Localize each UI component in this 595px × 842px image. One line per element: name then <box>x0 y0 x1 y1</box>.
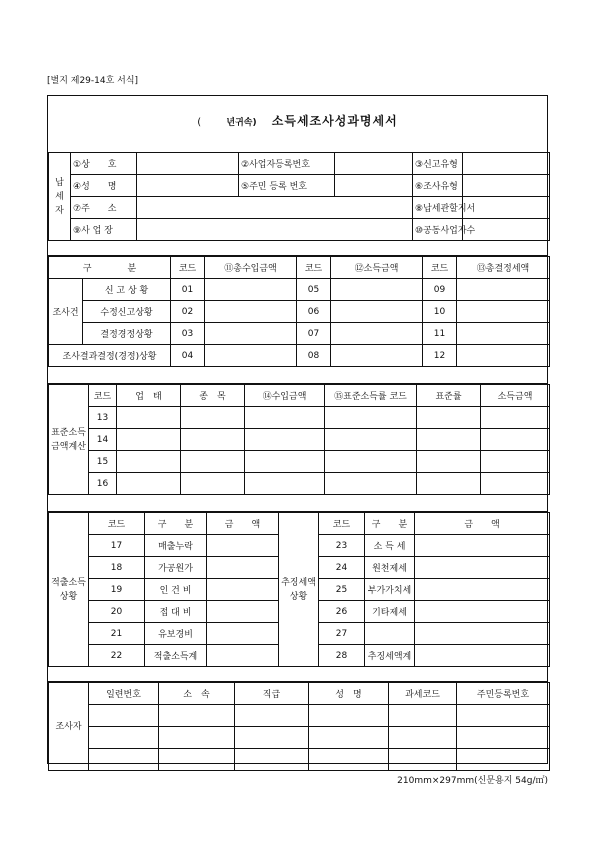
label-name: ④성 명 <box>71 175 137 197</box>
summary-row-label: 신 고 상 황 <box>83 279 171 301</box>
code-cell: 21 <box>89 623 145 645</box>
resident-no-field[interactable] <box>335 175 413 197</box>
found-row-label: 추징세액계 <box>365 645 415 667</box>
income-field[interactable] <box>481 451 550 473</box>
summary-header-total-tax: ⑬총결정세액 <box>457 257 550 279</box>
label-business-place: ⑨사 업 장 <box>71 219 137 241</box>
business-reg-no-field[interactable] <box>335 153 413 175</box>
title-year: 년귀속) <box>226 118 257 128</box>
code-cell: 20 <box>89 601 145 623</box>
joint-business-field[interactable] <box>463 219 550 241</box>
form-number: [별지 제29-14호 서식] <box>47 76 139 86</box>
amount-field[interactable] <box>415 557 550 579</box>
code-cell: 03 <box>171 323 205 345</box>
section-gap <box>48 494 547 512</box>
found-row-label: 인 건 비 <box>145 579 207 601</box>
standard-section-label: 표준소득금액계산 <box>49 385 89 495</box>
amount-field[interactable] <box>205 279 297 301</box>
code-cell: 12 <box>423 345 457 367</box>
found-header-amount: 금 액 <box>207 513 279 535</box>
tax-code-field[interactable] <box>389 705 457 727</box>
amount-field[interactable] <box>207 645 279 667</box>
summary-header-income: ⑫소득금액 <box>331 257 423 279</box>
amount-field[interactable] <box>415 601 550 623</box>
income-field[interactable] <box>481 429 550 451</box>
amount-field[interactable] <box>331 345 423 367</box>
investigator-header-affiliation: 소 속 <box>159 683 235 705</box>
label-audit-type: ⑥조사유형 <box>413 175 463 197</box>
rate-code-field[interactable] <box>325 429 417 451</box>
rate-code-field[interactable] <box>325 407 417 429</box>
found-header-category: 구 분 <box>365 513 415 535</box>
item-field[interactable] <box>181 407 245 429</box>
found-row-label: 매출누락 <box>145 535 207 557</box>
form-title <box>48 112 547 129</box>
found-row-label: 가공원가 <box>145 557 207 579</box>
code-cell: 11 <box>423 323 457 345</box>
code-cell: 09 <box>423 279 457 301</box>
code-cell: 28 <box>319 645 365 667</box>
code-cell: 02 <box>171 301 205 323</box>
amount-field[interactable] <box>207 579 279 601</box>
standard-header-item: 종 목 <box>181 385 245 407</box>
revenue-field[interactable] <box>245 473 325 495</box>
summary-group-label: 조사건 <box>49 279 83 345</box>
found-row-label: 적출소득계 <box>145 645 207 667</box>
rate-field[interactable] <box>417 473 481 495</box>
paper-spec-footer: 210mm×297mm(신문용지 54g/㎡) <box>397 776 548 786</box>
filing-type-field[interactable] <box>463 153 550 175</box>
amount-field[interactable] <box>415 645 550 667</box>
code-cell: 15 <box>89 451 117 473</box>
code-cell: 27 <box>319 623 365 645</box>
code-cell: 07 <box>297 323 331 345</box>
found-header-category: 구 분 <box>145 513 207 535</box>
found-row-label: 부가가치세 <box>365 579 415 601</box>
code-cell: 25 <box>319 579 365 601</box>
income-field[interactable] <box>481 473 550 495</box>
serial-field[interactable] <box>89 705 159 727</box>
amount-field[interactable] <box>331 279 423 301</box>
code-cell: 08 <box>297 345 331 367</box>
label-address: ⑦주 소 <box>71 197 137 219</box>
standard-header-rate-code: ⑮표준소득률 코드 <box>325 385 417 407</box>
revenue-field[interactable] <box>245 429 325 451</box>
label-resident-no: ⑤주민 등록 번호 <box>239 175 335 197</box>
label-joint-business: ⑩공동사업자수 <box>413 219 463 241</box>
summary-table <box>48 256 550 367</box>
address-field[interactable] <box>137 197 413 219</box>
standard-header-revenue: ⑭수입금액 <box>245 385 325 407</box>
investigator-section-label: 조사자 <box>49 683 89 771</box>
rate-field[interactable] <box>417 429 481 451</box>
affiliation-field[interactable] <box>159 705 235 727</box>
found-header-code: 코드 <box>319 513 365 535</box>
investigator-name-field[interactable] <box>309 749 389 771</box>
summary-row-label: 조사결과결정(경정)상황 <box>49 345 171 367</box>
summary-header-code: 코드 <box>297 257 331 279</box>
standard-header-income: 소득금액 <box>481 385 550 407</box>
code-cell: 22 <box>89 645 145 667</box>
investigator-header-tax-code: 과세코드 <box>389 683 457 705</box>
investigator-header-name: 성 명 <box>309 683 389 705</box>
investigator-name-field[interactable] <box>309 727 389 749</box>
investigator-header-resident-no: 주민등록번호 <box>457 683 550 705</box>
amount-field[interactable] <box>205 301 297 323</box>
rate-code-field[interactable] <box>325 451 417 473</box>
amount-field[interactable] <box>207 535 279 557</box>
found-row-label: 기타제세 <box>365 601 415 623</box>
investigator-header-serial: 일련번호 <box>89 683 159 705</box>
code-cell: 04 <box>171 345 205 367</box>
summary-row-label: 수정신고상황 <box>83 301 171 323</box>
found-header-code: 코드 <box>89 513 145 535</box>
code-cell: 17 <box>89 535 145 557</box>
found-row-label: 소 득 세 <box>365 535 415 557</box>
investigator-resident-no-field[interactable] <box>457 749 550 771</box>
investigator-header-rank: 직급 <box>235 683 309 705</box>
standard-table <box>48 384 550 495</box>
amount-field[interactable] <box>415 623 550 645</box>
code-cell: 01 <box>171 279 205 301</box>
investigator-table <box>48 682 550 771</box>
affiliation-field[interactable] <box>159 727 235 749</box>
code-cell: 26 <box>319 601 365 623</box>
form-box <box>47 95 548 764</box>
summary-row-label: 결정경정상황 <box>83 323 171 345</box>
business-place-field[interactable] <box>137 219 413 241</box>
tax-code-field[interactable] <box>389 749 457 771</box>
rank-field[interactable] <box>235 727 309 749</box>
amount-field[interactable] <box>457 301 550 323</box>
business-type-field[interactable] <box>117 429 181 451</box>
code-cell: 18 <box>89 557 145 579</box>
code-cell: 10 <box>423 301 457 323</box>
amount-field[interactable] <box>207 601 279 623</box>
label-tax-office: ⑧납세관할지서 <box>413 197 463 219</box>
investigator-resident-no-field[interactable] <box>457 705 550 727</box>
found-table <box>48 512 550 667</box>
rank-field[interactable] <box>235 705 309 727</box>
section-gap <box>48 240 547 256</box>
found-row-label: 접 대 비 <box>145 601 207 623</box>
tax-office-field[interactable] <box>463 197 550 219</box>
found-row-label: 유보경비 <box>145 623 207 645</box>
summary-header-code: 코드 <box>423 257 457 279</box>
trade-name-field[interactable] <box>137 153 239 175</box>
amount-field[interactable] <box>205 345 297 367</box>
code-cell: 14 <box>89 429 117 451</box>
amount-field[interactable] <box>457 279 550 301</box>
code-cell: 05 <box>297 279 331 301</box>
summary-header-category: 구 분 <box>49 257 171 279</box>
amount-field[interactable] <box>415 535 550 557</box>
investigator-name-field[interactable] <box>309 705 389 727</box>
amount-field[interactable] <box>457 345 550 367</box>
amount-field[interactable] <box>457 323 550 345</box>
item-field[interactable] <box>181 473 245 495</box>
rate-code-field[interactable] <box>325 473 417 495</box>
code-cell: 19 <box>89 579 145 601</box>
code-cell: 16 <box>89 473 117 495</box>
taxpayer-table <box>48 152 550 241</box>
investigator-resident-no-field[interactable] <box>457 727 550 749</box>
code-cell: 24 <box>319 557 365 579</box>
amount-field[interactable] <box>415 579 550 601</box>
rank-field[interactable] <box>235 749 309 771</box>
item-field[interactable] <box>181 429 245 451</box>
item-field[interactable] <box>181 451 245 473</box>
found-row-label <box>365 623 415 645</box>
found-right-label: 추징세액상황 <box>279 513 319 667</box>
business-type-field[interactable] <box>117 407 181 429</box>
income-field[interactable] <box>481 407 550 429</box>
summary-header-code: 코드 <box>171 257 205 279</box>
amount-field[interactable] <box>331 301 423 323</box>
business-type-field[interactable] <box>117 473 181 495</box>
amount-field[interactable] <box>207 557 279 579</box>
revenue-field[interactable] <box>245 407 325 429</box>
code-cell: 06 <box>297 301 331 323</box>
standard-header-code: 코드 <box>89 385 117 407</box>
found-left-label: 적출소득상황 <box>49 513 89 667</box>
standard-header-rate: 표준률 <box>417 385 481 407</box>
section-gap <box>48 366 547 384</box>
taxpayer-section-label: 납세자 <box>49 153 71 241</box>
name-field[interactable] <box>137 175 239 197</box>
revenue-field[interactable] <box>245 451 325 473</box>
rate-field[interactable] <box>417 451 481 473</box>
label-business-reg-no: ②사업자등록번호 <box>239 153 335 175</box>
label-filing-type: ③신고유형 <box>413 153 463 175</box>
tax-code-field[interactable] <box>389 727 457 749</box>
amount-field[interactable] <box>207 623 279 645</box>
standard-header-business-type: 업 태 <box>117 385 181 407</box>
code-cell: 13 <box>89 407 117 429</box>
rate-field[interactable] <box>417 407 481 429</box>
amount-field[interactable] <box>205 323 297 345</box>
affiliation-field[interactable] <box>159 749 235 771</box>
serial-field[interactable] <box>89 727 159 749</box>
found-row-label: 원천제세 <box>365 557 415 579</box>
code-cell: 23 <box>319 535 365 557</box>
title-prefix: ( <box>197 117 202 128</box>
summary-header-total-income: ⑪총수입금액 <box>205 257 297 279</box>
label-trade-name: ①상 호 <box>71 153 137 175</box>
found-header-amount: 금 액 <box>415 513 550 535</box>
title-main: 소득세조사성과명세서 <box>271 114 398 128</box>
serial-field[interactable] <box>89 749 159 771</box>
amount-field[interactable] <box>331 323 423 345</box>
audit-type-field[interactable] <box>463 175 550 197</box>
business-type-field[interactable] <box>117 451 181 473</box>
section-gap <box>48 666 547 682</box>
